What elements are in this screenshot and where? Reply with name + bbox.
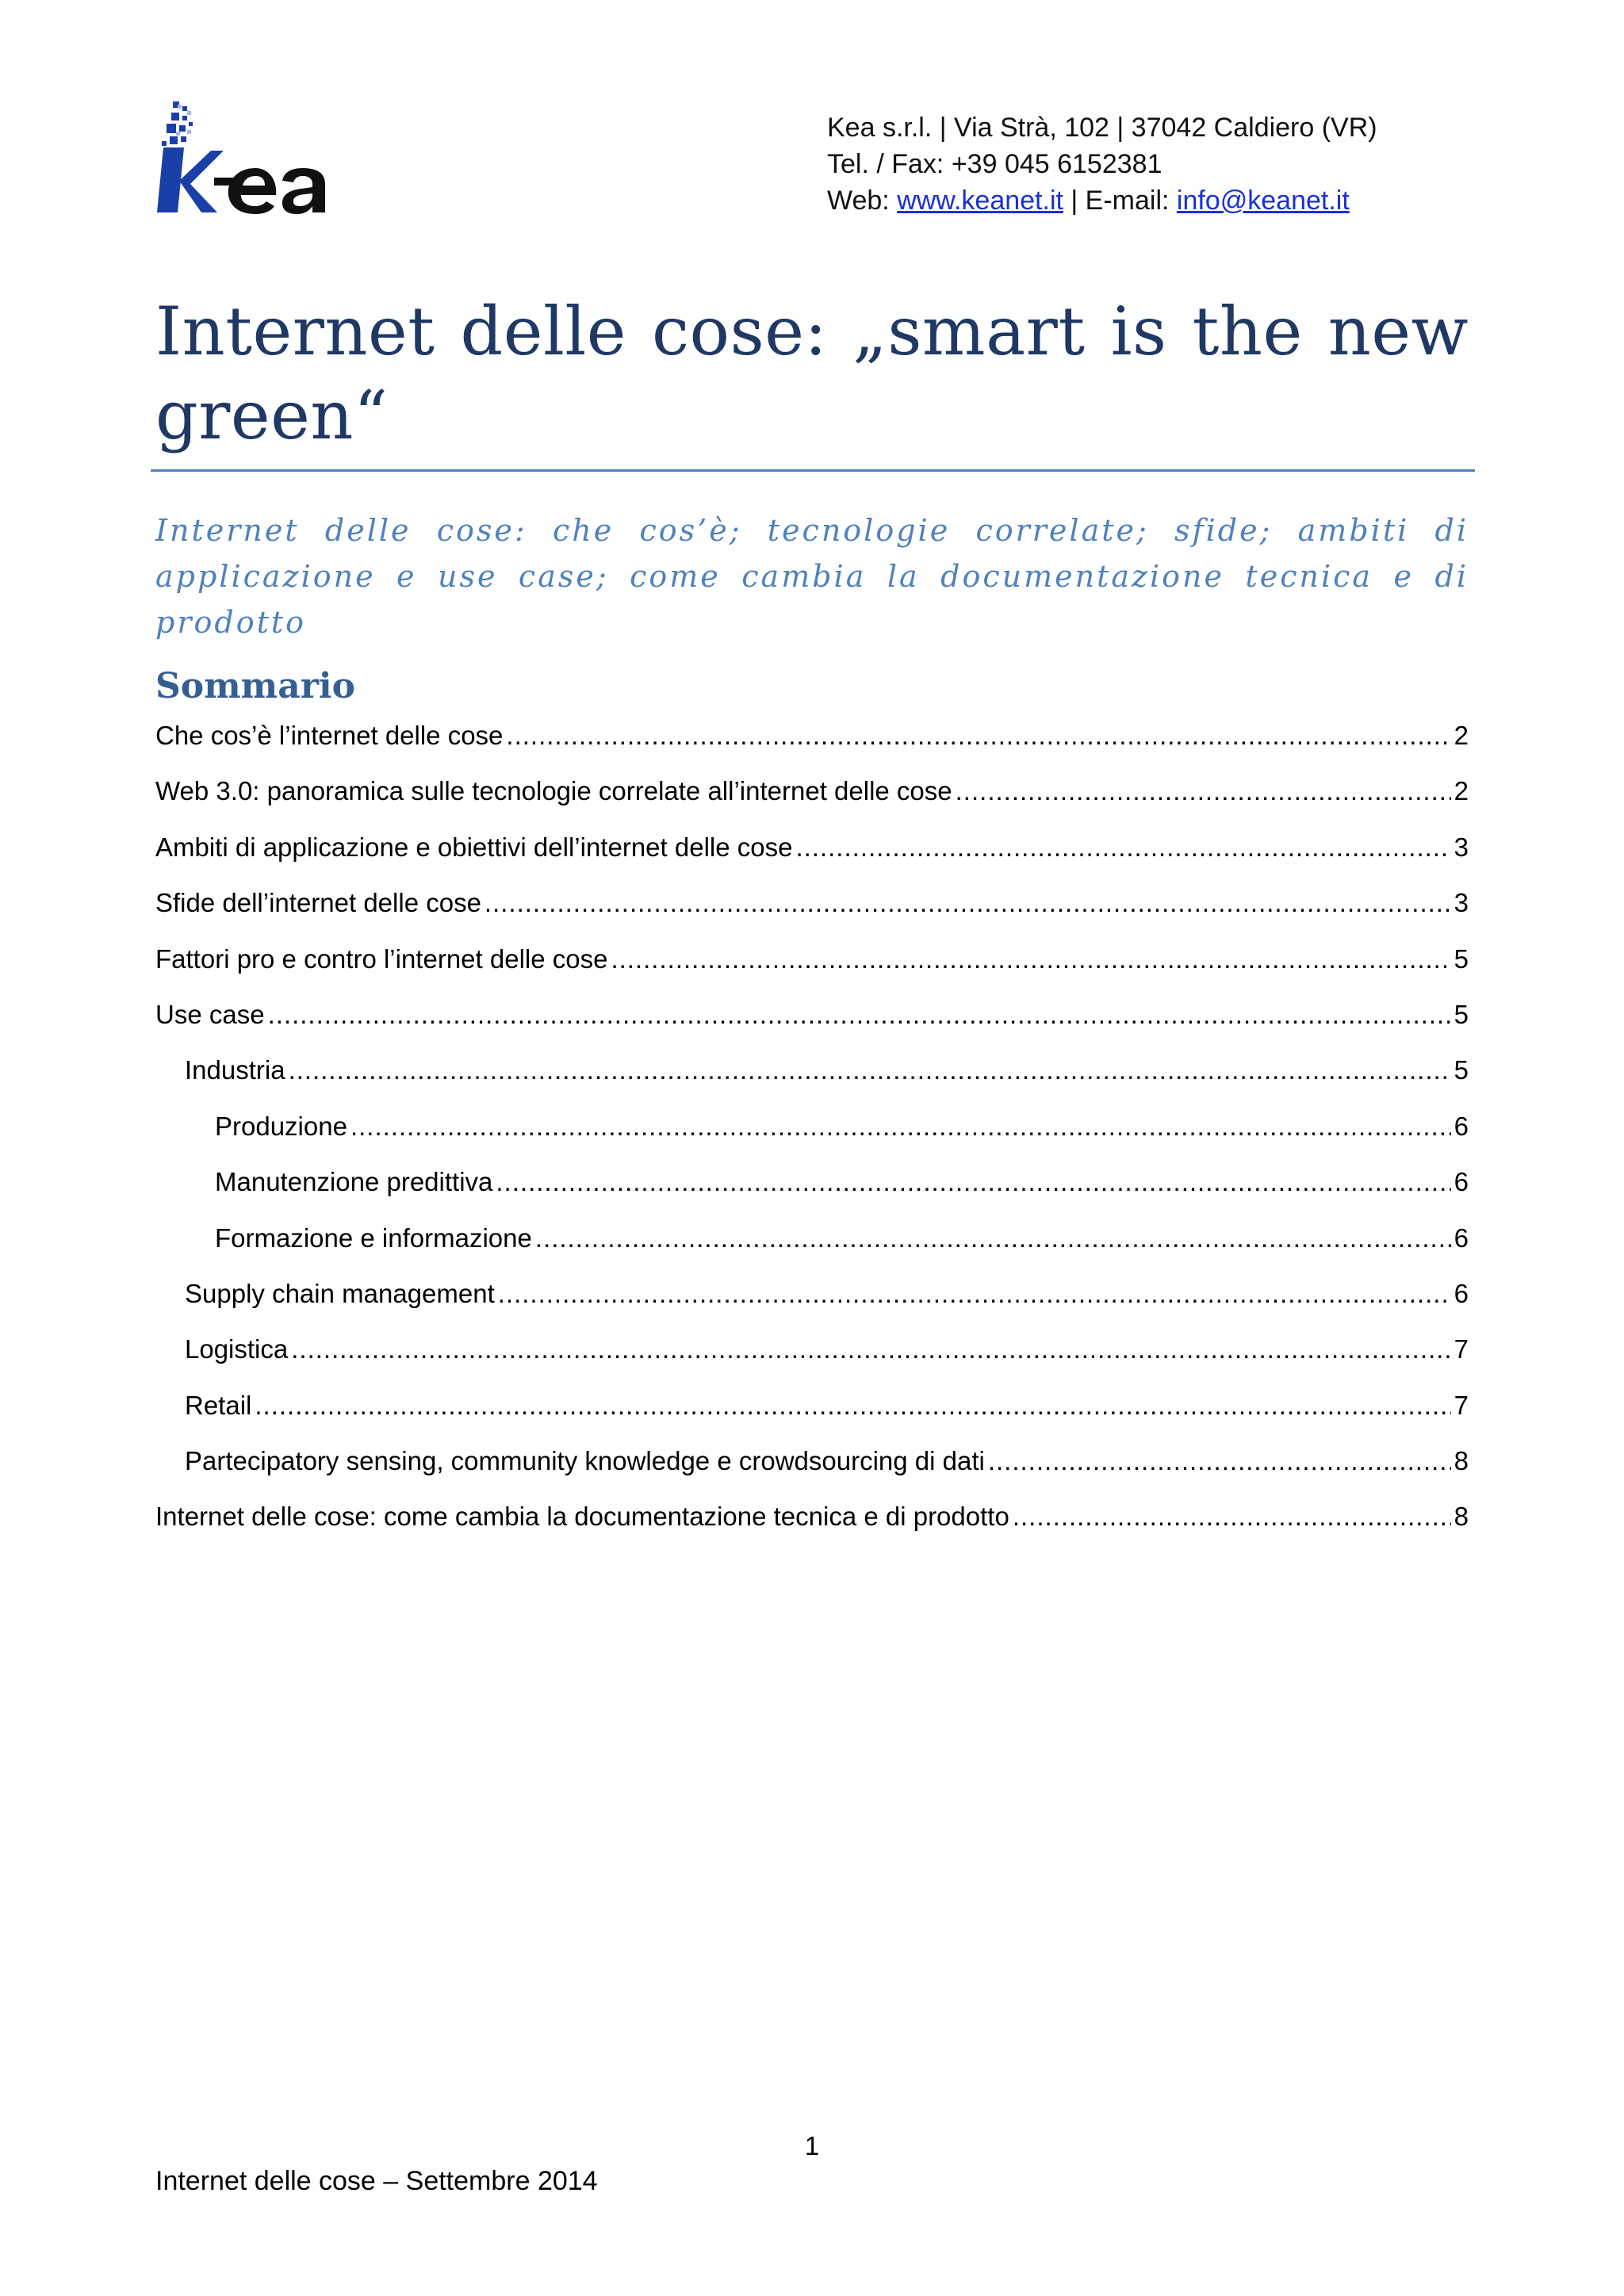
toc-entry-page: 2 [1454, 776, 1469, 806]
toc-entry[interactable] [155, 825, 1469, 881]
toc-entry-label: Ambiti di applicazione e obiettivi dell’internet delle cose [155, 832, 793, 862]
toc-entry-page: 6 [1454, 1278, 1469, 1308]
toc-entry-label: Formazione e informazione [215, 1223, 532, 1253]
toc-entry-label: Produzione [215, 1111, 347, 1141]
toc-entry-page: 5 [1454, 1055, 1469, 1085]
toc-entry[interactable] [155, 1048, 1469, 1104]
toc-entry[interactable] [155, 1104, 1469, 1160]
email-label: | E-mail: [1063, 186, 1177, 216]
web-link[interactable]: www.keanet.it [897, 186, 1063, 216]
web-label: Web: [827, 186, 898, 216]
toc-entry-label: Che cos’è l’internet delle cose [155, 721, 504, 750]
toc-entry[interactable] [155, 1327, 1469, 1383]
toc-entry-page: 6 [1454, 1111, 1469, 1141]
toc-entry-label: Fattori pro e contro l’internet delle cose [155, 943, 608, 974]
toc-entry-page: 6 [1454, 1223, 1469, 1253]
kea-logo [155, 101, 343, 217]
toc-dot-leader [268, 993, 1451, 1037]
toc-dot-leader [1013, 1494, 1451, 1539]
toc-entry-label: Use case [155, 999, 265, 1029]
email-link[interactable]: info@keanet.it [1176, 186, 1350, 216]
toc-entry-label: Manutenzione predittiva [215, 1167, 493, 1197]
toc-entry[interactable] [155, 937, 1469, 993]
toc-dot-leader [496, 1160, 1450, 1204]
contact-phone: Tel. / Fax: +39 045 6152381 [827, 149, 1162, 179]
toc-entry-label: Internet delle cose: come cambia la documentazione tecnica e di prodotto [155, 1502, 1009, 1532]
toc-entry[interactable] [155, 1439, 1469, 1494]
toc-dot-leader [498, 1272, 1451, 1316]
footer-text: Internet delle cose – Settembre 2014 [155, 2166, 598, 2196]
toc-dot-leader [795, 825, 1450, 870]
toc-entry[interactable] [155, 1272, 1469, 1327]
toc-heading: Sommario [155, 666, 355, 706]
contact-block [827, 109, 1377, 219]
toc-dot-leader [291, 1327, 1450, 1372]
toc-dot-leader [485, 881, 1451, 925]
toc-entry[interactable] [155, 714, 1469, 769]
toc-entry-page: 8 [1454, 1446, 1469, 1476]
document-subtitle: Internet delle cose: che cos’è; tecnologie correlate; sfide; ambiti di applicazione e use case; come cambia la documentazione tecnica e di prodotto [155, 513, 1469, 640]
toc-entry-page: 5 [1454, 999, 1469, 1029]
toc-entry-page: 5 [1454, 943, 1469, 974]
toc-entry-page: 8 [1454, 1502, 1469, 1532]
toc-entry-page: 2 [1454, 721, 1469, 750]
toc-entry[interactable] [155, 1383, 1469, 1439]
document-title: Internet delle cose: „smart is the new green“ [155, 293, 1469, 454]
toc-entry-page: 6 [1454, 1167, 1469, 1197]
toc-entry-label: Partecipatory sensing, community knowledge e crowdsourcing di dati [185, 1446, 985, 1476]
contact-web-email [827, 182, 1377, 219]
toc-entry[interactable] [155, 881, 1469, 936]
toc-entry-label: Web 3.0: panoramica sulle tecnologie correlate all’internet delle cose [155, 776, 952, 806]
toc-entry-page: 3 [1454, 888, 1469, 918]
toc-entry-label: Logistica [185, 1334, 289, 1364]
toc-entry-page: 7 [1454, 1390, 1469, 1420]
toc-dot-leader [956, 769, 1451, 813]
toc-entry-label: Retail [185, 1390, 252, 1420]
toc-entry[interactable] [155, 769, 1469, 825]
toc-entry-label: Industria [185, 1055, 285, 1085]
table-of-contents [155, 714, 1469, 1551]
toc-entry[interactable] [155, 993, 1469, 1048]
contact-address: Kea s.r.l. | Via Strà, 102 | 37042 Caldiero (VR) [827, 113, 1377, 143]
toc-dot-leader [535, 1216, 1451, 1261]
page-number: 1 [804, 2131, 820, 2160]
title-divider [151, 469, 1475, 472]
toc-entry[interactable] [155, 1494, 1469, 1550]
toc-dot-leader [255, 1383, 1450, 1428]
toc-entry[interactable] [155, 1160, 1469, 1215]
toc-dot-leader [506, 714, 1450, 758]
toc-entry-page: 7 [1454, 1334, 1469, 1364]
toc-dot-leader [988, 1439, 1451, 1483]
toc-entry-label: Sfide dell’internet delle cose [155, 888, 481, 918]
toc-entry-label: Supply chain management [185, 1278, 495, 1308]
toc-entry[interactable] [155, 1216, 1469, 1272]
toc-dot-leader [350, 1104, 1451, 1149]
toc-dot-leader [611, 937, 1450, 982]
toc-dot-leader [289, 1048, 1451, 1093]
toc-entry-page: 3 [1454, 832, 1469, 862]
